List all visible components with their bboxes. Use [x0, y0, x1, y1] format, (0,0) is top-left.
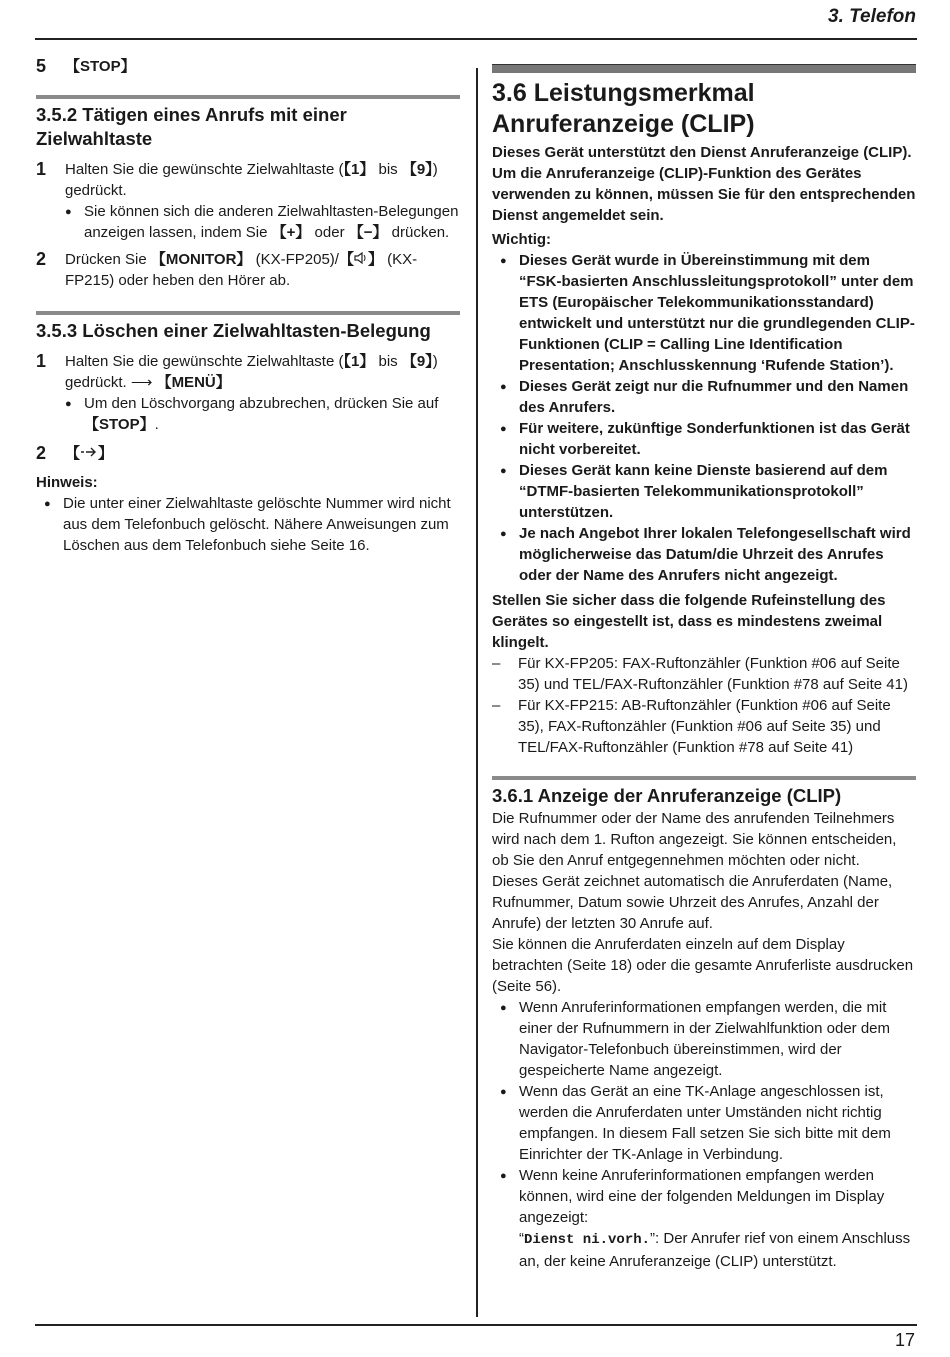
section-title-3-6-1: 3.6.1 Anzeige der Anruferanzeige (CLIP)	[492, 785, 842, 806]
paragraph: Dieses Gerät zeichnet automatisch die Anruferdaten (Name, Rufnummer, Datum sowie Uhrzeit des Anrufes, Anzahl der Anrufe) der letzten 30 Anrufe auf.	[492, 873, 893, 932]
monitor-key: 【MONITOR】	[150, 251, 252, 268]
quote-mark: ”	[650, 1230, 656, 1247]
bullet-icon	[65, 201, 84, 243]
important-text: Dieses Gerät wurde in Übereinstimmung mit dem “FSK-basierten Anschlussleitungsprotokoll” unter dem ETS (Europäischer Telekommunikationsstandard) entwickelt und unterstützt nur die grundlegenden CLIP-Funktionen (CLIP = Calling Line Identification Presentation; Anschlusskennung ‘Rufende Station’).	[519, 252, 915, 374]
intro-text: Dieses Gerät unterstützt den Dienst Anruferanzeige (CLIP). Um die Anruferanzeige (CLIP)-Funktion des Gerätes verwenden zu können, müssen Sie für den entsprechenden Dienst angemeldet sein.	[492, 144, 916, 224]
bullet-text: .	[154, 416, 159, 433]
dash-item	[492, 695, 916, 758]
column-divider	[476, 68, 478, 1317]
speakerphone-icon	[354, 249, 368, 270]
section-title-3-5-2: 3.5.2 Tätigen eines Anrufs mit einer Zielwahltaste	[36, 104, 347, 149]
left-column	[36, 56, 460, 556]
display-message: Dienst ni.vorh.	[524, 1232, 651, 1248]
chapter-rule	[492, 64, 916, 73]
step-text: )	[432, 353, 438, 370]
bullet-icon	[500, 523, 519, 586]
paragraph: Die Rufnummer oder der Name des anrufenden Teilnehmers wird nach dem 1. Rufton angezeigt. Sie können entscheiden, ob Sie den Anruf entgegennehmen möchten oder nicht.	[492, 810, 897, 869]
section-rule	[492, 776, 916, 780]
key-bracket: 】	[98, 445, 114, 462]
bullet-icon	[500, 376, 519, 418]
bullet-text: Wenn das Gerät an eine TK-Anlage angeschlossen ist, werden die Anruferdaten unter Umständen nicht richtig empfangen. In diesem Fall setzen Sie sich bitte mit dem Einrichter der TK-Anlage in Verbindung.	[519, 1083, 891, 1163]
quote-mark: “	[519, 1230, 524, 1247]
important-text: Für weitere, zukünftige Sonderfunktionen ist das Gerät nicht vorbereitet.	[519, 420, 910, 458]
step-text: gedrückt.	[65, 182, 127, 199]
step-1	[36, 159, 460, 243]
bullet-icon	[500, 1165, 519, 1272]
section-title-3-5-3: 3.5.3 Löschen einer Zielwahltasten-Belegung	[36, 320, 431, 341]
header-rule	[35, 38, 917, 40]
step-2	[36, 249, 460, 291]
note-label: Hinweis:	[36, 474, 98, 491]
bullet-icon	[500, 460, 519, 523]
important-label: Wichtig:	[492, 231, 552, 248]
section-rule	[36, 311, 460, 315]
bullet-item	[500, 997, 916, 1081]
key-bracket: 】	[367, 251, 383, 268]
paragraph: Sie können die Anruferdaten einzeln auf dem Display betrachten (Seite 18) oder die gesamte Anruferliste ausdrucken (Seite 56).	[492, 936, 914, 995]
bullet-item	[65, 201, 460, 243]
menu-key: 【MENÜ】	[156, 374, 231, 391]
step-text: bis	[374, 161, 402, 178]
step-5	[36, 56, 460, 77]
bullet-text: Sie können sich die anderen Zielwahltasten-Belegungen anzeigen lassen, indem Sie	[84, 203, 459, 241]
stop-key: 【STOP】	[65, 58, 136, 75]
bullet-text: Um den Löschvorgang abzubrechen, drücken Sie auf	[84, 395, 439, 412]
key-9: 【9】	[401, 353, 433, 370]
step-number: 2	[36, 249, 47, 269]
step-text: (KX-FP205)/	[251, 251, 339, 268]
bullet-icon	[500, 418, 519, 460]
dash-text: Für KX-FP215: AB-Ruftonzähler (Funktion #06 auf Seite 35), FAX-Ruftonzähler (Funktion #06 auf Seite 35) und TEL/FAX-Ruftonzähler (Funktion #78 auf Seite 41)	[518, 697, 891, 756]
step-text: Drücken Sie	[65, 251, 151, 268]
step-text: )	[432, 161, 438, 178]
minus-key: 【−】	[348, 224, 388, 241]
step-text: gedrückt.	[65, 374, 131, 391]
step-text: (KX-FP215) oder heben den Hörer ab.	[65, 251, 418, 289]
page-header-title: 3. Telefon	[828, 6, 916, 27]
step-number: 1	[36, 159, 47, 179]
step-text: Halten Sie die gewünschte Zielwahltaste (	[65, 161, 344, 178]
step-text: bis	[374, 353, 402, 370]
bullet-icon	[500, 250, 519, 376]
key-bracket: 【	[65, 445, 81, 462]
bullet-text: Wenn keine Anruferinformationen empfangen werden können, wird eine der folgenden Meldungen im Display angezeigt:	[519, 1167, 885, 1226]
key-bracket: 【	[338, 251, 354, 268]
plus-key: 【+】	[271, 224, 311, 241]
important-text: Dieses Gerät kann keine Dienste basierend auf dem “DTMF-basierten Telekommunikationsprotokoll” unterstützen.	[519, 462, 888, 521]
stop-key: 【STOP】	[84, 416, 155, 433]
step-number: 2	[36, 443, 47, 463]
arrow-icon: ⟶	[130, 374, 153, 391]
step-1	[36, 351, 460, 435]
step-text: Halten Sie die gewünschte Zielwahltaste (	[65, 353, 344, 370]
key-9: 【9】	[401, 161, 433, 178]
important-text: Je nach Angebot Ihrer lokalen Telefongesellschaft wird möglicherweise das Datum/die Uhrzeit des Anrufes oder der Name des Anrufers nicht angezeigt.	[519, 525, 911, 584]
bullet-icon	[500, 997, 519, 1081]
dash-marker: –	[492, 655, 501, 672]
important-item	[500, 523, 916, 586]
dash-text: Für KX-FP205: FAX-Ruftonzähler (Funktion #06 auf Seite 35) und TEL/FAX-Ruftonzähler (Funktion #78 auf Seite 41)	[518, 655, 908, 693]
page-number: 17	[894, 1330, 915, 1350]
key-1: 【1】	[343, 353, 375, 370]
step-number: 5	[36, 56, 47, 76]
step-number: 1	[36, 351, 47, 371]
step-2	[36, 443, 460, 464]
bullet-text: Wenn Anruferinformationen empfangen werden, die mit einer der Rufnummern in der Zielwahlfunktion oder dem Navigator-Telefonbuch übereinstimmen, wird der gespeicherte Name angezeigt.	[519, 999, 891, 1079]
section-rule	[36, 95, 460, 99]
ring-setting-text: Stellen Sie sicher dass die folgende Rufeinstellung des Gerätes so eingestellt ist, dass es mindestens zweimal klingelt.	[492, 592, 886, 651]
bullet-item	[500, 1081, 916, 1165]
right-column	[492, 64, 916, 1272]
note-item	[44, 493, 460, 556]
bullet-item	[65, 393, 460, 435]
section-title-3-6: 3.6 Leistungsmerkmal Anruferanzeige (CLIP)	[492, 79, 755, 138]
important-item	[500, 250, 916, 376]
bullet-text: oder	[310, 224, 349, 241]
important-item	[500, 460, 916, 523]
important-list	[492, 250, 916, 586]
message-description: : Der Anrufer rief von einem Anschluss an, der keine Anruferanzeige (CLIP) unterstützt.	[519, 1230, 911, 1270]
important-text: Dieses Gerät zeigt nur die Rufnummer und den Namen des Anrufers.	[519, 378, 909, 416]
bullet-icon	[500, 1081, 519, 1165]
note-text: Die unter einer Zielwahltaste gelöschte Nummer wird nicht aus dem Telefonbuch gelöscht. Nähere Anweisungen zum Löschen aus dem Telefonbuch siehe Seite 16.	[63, 495, 451, 554]
key-1: 【1】	[343, 161, 375, 178]
bullet-item	[500, 1165, 916, 1272]
dash-item	[492, 653, 916, 695]
footer-rule	[35, 1324, 917, 1326]
bullet-icon	[44, 493, 63, 556]
bullet-icon	[65, 393, 84, 435]
set-key-icon	[80, 443, 98, 464]
important-item	[500, 418, 916, 460]
dash-marker: –	[492, 697, 501, 714]
bullet-text: drücken.	[387, 224, 450, 241]
important-item	[500, 376, 916, 418]
